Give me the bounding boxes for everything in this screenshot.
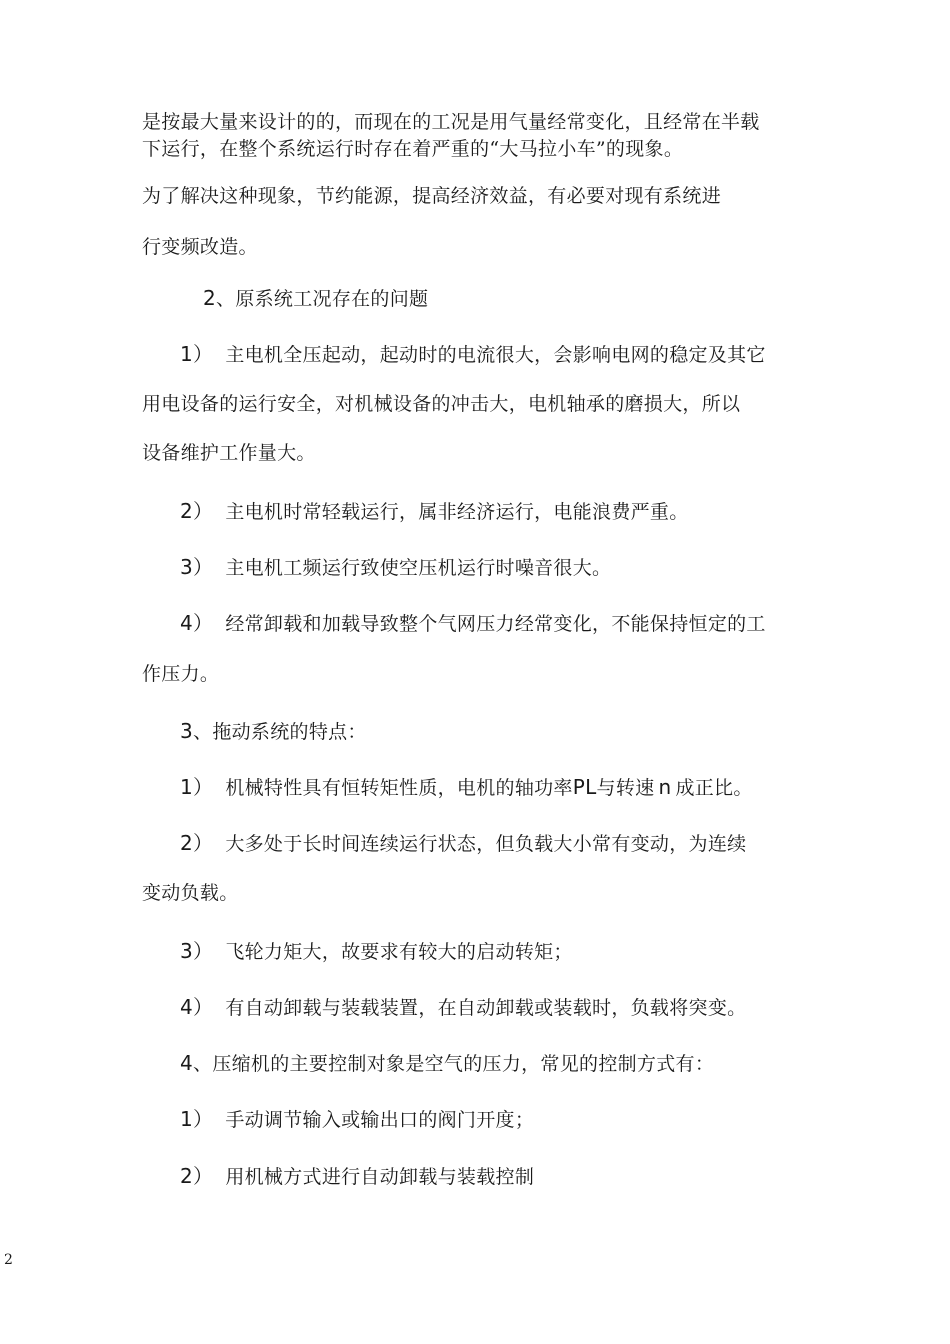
list-item [180,1107,534,1132]
list-item [180,611,766,636]
item-text: 主电机全压起动，起动时的电流很大，会影响电网的稳定及其它 [225,344,766,366]
item-text: 用机械方式进行自动卸载与装载控制 [225,1166,535,1188]
item-text: 主电机工频运行致使空压机运行时噪音很大。 [225,557,612,579]
paragraph-line: 变动负载。 [142,882,239,904]
item-number: 1） [180,342,214,366]
paragraph-line: 下运行，在整个系统运行时存在着严重的“大马拉小车”的现象。 [142,138,684,160]
paragraph-line: 行变频改造。 [142,236,258,258]
item-text: 手动调节输入或输出口的阀门开度； [225,1109,535,1131]
list-item [180,555,611,580]
item-number: 2） [180,831,214,855]
symbol-pl: PL [572,775,597,799]
list-item [180,831,746,856]
item-number: 3） [180,555,214,579]
item-number: 4） [180,611,214,635]
list-item [180,1164,534,1189]
section-title: 、压缩机的主要控制对象是空气的压力，常见的控制方式有： [193,1053,715,1075]
item-text: 与转速 [596,777,655,799]
section-title: 、拖动系统的特点： [193,721,367,743]
list-item [180,342,766,367]
list-item [180,499,689,524]
paragraph-line: 是按最大量来设计的的，而现在的工况是用气量经常变化，且经常在半载 [142,111,760,133]
section-number: 3 [180,719,194,743]
section-number: 4 [180,1051,194,1075]
paragraph-line: 设备维护工作量大。 [142,442,316,464]
item-number: 1） [180,775,214,799]
page-number: 2 [4,1252,13,1268]
item-text: 有自动卸载与装载装置，在自动卸载或装载时，负载将突变。 [225,997,747,1019]
paragraph-line: 作压力。 [142,663,220,685]
section-number: 2 [203,286,217,310]
item-number: 4） [180,995,214,1019]
item-text: 主电机时常轻载运行，属非经济运行，电能浪费严重。 [225,501,689,523]
list-item [180,939,573,964]
section-heading-4 [180,1051,714,1076]
item-text: 飞轮力矩大，故要求有较大的启动转矩； [225,941,573,963]
item-text: 经常卸载和加载导致整个气网压力经常变化，不能保持恒定的工 [225,613,766,635]
item-number: 2） [180,1164,214,1188]
section-heading-3 [180,719,367,744]
item-text: 机械特性具有恒转矩性质，电机的轴功率 [225,777,573,799]
item-text: 大多处于长时间连续运行状态，但负载大小常有变动，为连续 [225,833,747,855]
section-heading-2 [203,286,428,311]
item-number: 3） [180,939,214,963]
list-item [180,995,746,1020]
paragraph-line: 为了解决这种现象，节约能源，提高经济效益，有必要对现有系统进 [142,185,722,207]
section-title: 、原系统工况存在的问题 [216,288,429,310]
item-number: 2） [180,499,214,523]
paragraph-line: 用电设备的运行安全，对机械设备的冲击大，电机轴承的磨损大，所以 [142,393,741,415]
symbol-n: n [658,775,672,799]
item-number: 1） [180,1107,214,1131]
list-item [180,775,753,800]
item-text: 成正比。 [675,777,753,799]
